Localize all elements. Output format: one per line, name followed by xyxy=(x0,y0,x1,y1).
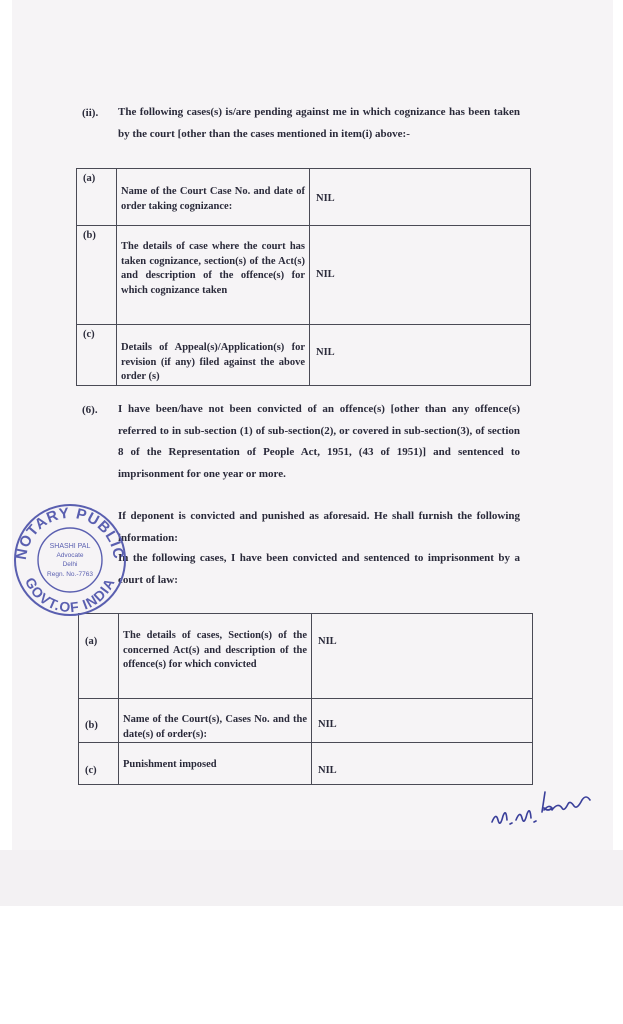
stamp-name: SHASHI PAL xyxy=(49,543,91,550)
row-description-cell xyxy=(117,226,310,325)
row-value: NIL xyxy=(318,765,337,776)
row-value: NIL xyxy=(318,719,337,730)
table-row xyxy=(79,699,533,743)
row-label: (a) xyxy=(83,173,96,184)
row-description: The details of cases, Section(s) of the concerned Act(s) and description of the offence(s) for which convicted xyxy=(123,630,307,670)
row-description-cell xyxy=(119,614,312,699)
row-value-cell xyxy=(310,325,531,386)
stamp-regn: Regn. No.-7763 xyxy=(47,571,93,578)
row-label: (b) xyxy=(83,230,96,241)
row-label: (a) xyxy=(85,636,98,647)
table-row xyxy=(79,614,533,699)
row-label: (c) xyxy=(85,765,97,776)
section-6-text2: If deponent is convicted and punished as aforesaid. He shall furnish the following information: xyxy=(118,510,520,544)
row-label-cell xyxy=(79,699,119,743)
row-description-cell xyxy=(117,325,310,386)
row-label: (b) xyxy=(85,720,98,731)
section-6-text: I have been/have not been convicted of an offence(s) [other than any offence(s) referred to in sub-section (1) of sub-section(2), or covered in sub-section(3), of section 8 of the Representation of People Act, 1951, (43 of 1951)] and sentenced to imprisonment for one year or more. xyxy=(118,403,520,480)
row-description-cell xyxy=(117,169,310,226)
stamp-inner-ring xyxy=(38,528,102,592)
stamp-top-text: NOTARY PUBLIC xyxy=(12,504,128,561)
row-description: Name of the Court Case No. and date of order taking cognizance: xyxy=(121,186,305,212)
row-label-cell xyxy=(79,743,119,785)
signature xyxy=(488,784,598,834)
stamp-city: Delhi xyxy=(62,561,78,568)
stamp-title: Advocate xyxy=(56,552,84,559)
row-description-cell xyxy=(119,743,312,785)
row-label-cell xyxy=(79,614,119,699)
row-description: Details of Appeal(s)/Application(s) for revision (if any) filed against the above order (s) xyxy=(121,342,305,382)
pending-cases-table xyxy=(76,168,531,386)
table-row xyxy=(77,226,531,325)
section-ii-number: (ii). xyxy=(82,107,99,119)
notary-stamp xyxy=(10,500,130,618)
row-value-cell xyxy=(310,169,531,226)
row-value-cell xyxy=(312,699,533,743)
table-row xyxy=(79,743,533,785)
row-label-cell xyxy=(77,169,117,226)
table-row xyxy=(77,169,531,226)
row-label: (c) xyxy=(83,329,95,340)
row-value-cell xyxy=(312,743,533,785)
row-value: NIL xyxy=(316,193,335,204)
row-description-cell xyxy=(119,699,312,743)
page-bottom-shade xyxy=(0,850,623,906)
section-6-number: (6). xyxy=(82,404,98,416)
row-description: The details of case where the court has taken cognizance, section(s) of the Act(s) and description of the offence(s) for which cognizance taken xyxy=(121,241,305,296)
row-description: Punishment imposed xyxy=(123,759,217,770)
row-label-cell xyxy=(77,226,117,325)
row-value-cell xyxy=(312,614,533,699)
row-value: NIL xyxy=(316,269,335,280)
table-row xyxy=(77,325,531,386)
row-value: NIL xyxy=(316,347,335,358)
row-label-cell xyxy=(77,325,117,386)
row-value-cell xyxy=(310,226,531,325)
row-description: Name of the Court(s), Cases No. and the date(s) of order(s): xyxy=(123,714,307,740)
section-6-text3: In the following cases, I have been convicted and sentenced to imprisonment by a court of law: xyxy=(118,552,520,586)
section-ii-text: The following cases(s) is/are pending against me in which cognizance has been taken by the court [other than the cases mentioned in item(i) above:- xyxy=(118,106,520,140)
convictions-table xyxy=(78,613,533,785)
stamp-bottom-text: GOVT.OF INDIA xyxy=(21,574,118,616)
row-value: NIL xyxy=(318,636,337,647)
